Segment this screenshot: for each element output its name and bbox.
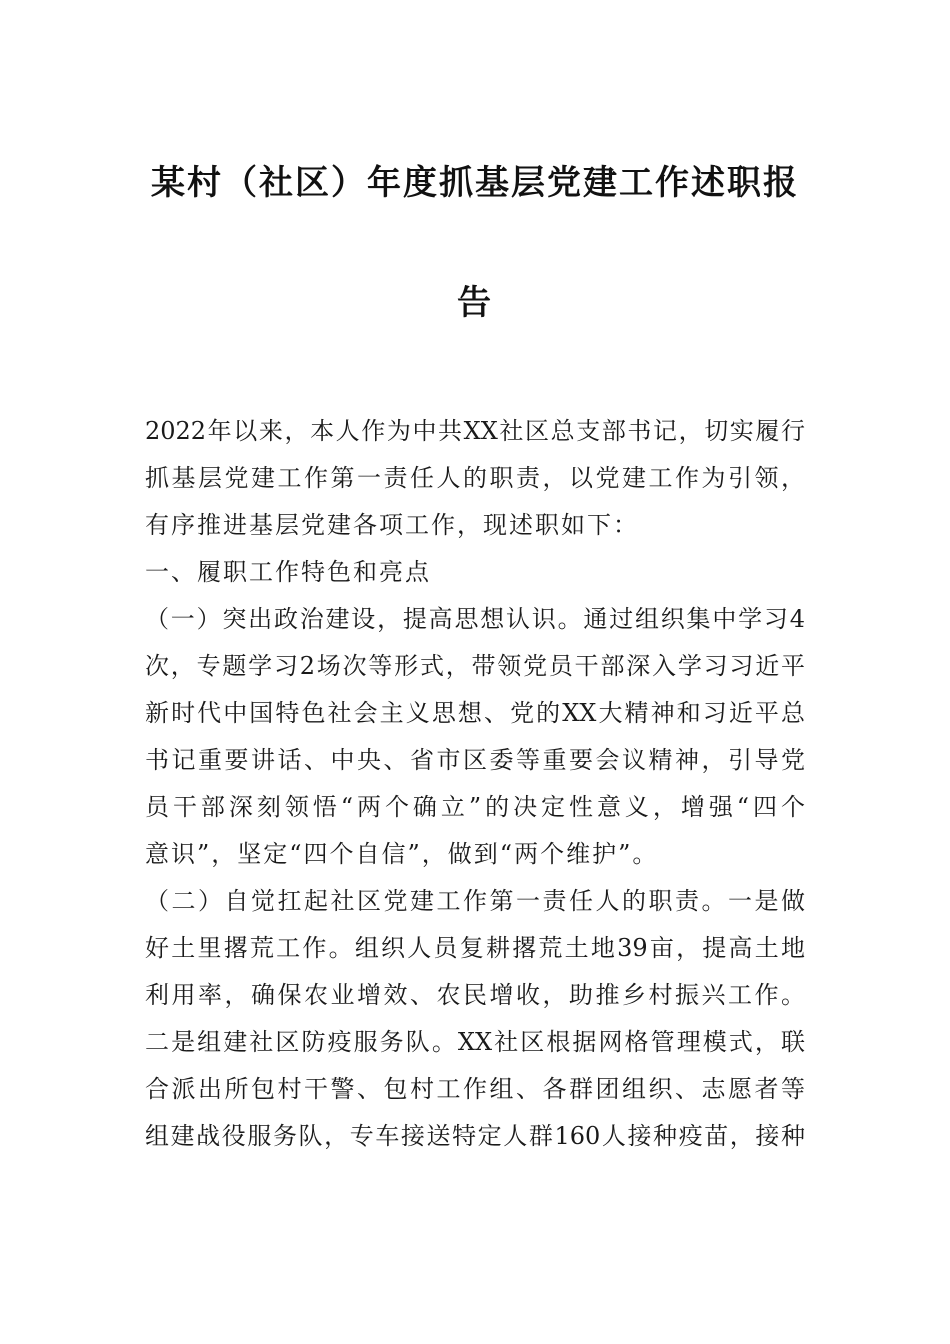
body-line: 抓基层党建工作第一责任人的职责，以党建工作为引领， <box>145 464 805 492</box>
body-line: 好土里撂荒工作。组织人员复耕撂荒土地39亩，提高土地 <box>145 934 805 962</box>
document-title-line-1: 某村（社区）年度抓基层党建工作述职报 <box>151 163 799 203</box>
document-body <box>145 408 805 1160</box>
document-title-line-2: 告 <box>457 283 493 323</box>
body-line: 新时代中国特色社会主义思想、党的XX大精神和习近平总 <box>145 699 805 727</box>
body-line: 2022年以来，本人作为中共XX社区总支部书记，切实履行 <box>145 417 805 445</box>
section-heading: 一、履职工作特色和亮点 <box>145 558 431 586</box>
body-line: 利用率，确保农业增效、农民增收，助推乡村振兴工作。 <box>145 981 805 1009</box>
body-line: 员干部深刻领悟“两个确立”的决定性意义，增强“四个 <box>145 793 805 821</box>
body-line: （二）自觉扛起社区党建工作第一责任人的职责。一是做 <box>145 887 805 915</box>
body-line: 有序推进基层党建各项工作，现述职如下： <box>145 511 639 539</box>
body-line: 合派出所包村干警、包村工作组、各群团组织、志愿者等 <box>145 1075 805 1103</box>
body-line: 二是组建社区防疫服务队。XX社区根据网格管理模式，联 <box>145 1028 805 1056</box>
body-line: 意识”，坚定“四个自信”，做到“两个维护”。 <box>145 840 659 868</box>
body-line: 次，专题学习2场次等形式，带领党员干部深入学习习近平 <box>145 652 805 680</box>
body-line: 组建战役服务队，专车接送特定人群160人接种疫苗，接种 <box>145 1122 805 1150</box>
body-line: （一）突出政治建设，提高思想认识。通过组织集中学习4 <box>145 605 805 633</box>
body-line: 书记重要讲话、中央、省市区委等重要会议精神，引导党 <box>145 746 805 774</box>
